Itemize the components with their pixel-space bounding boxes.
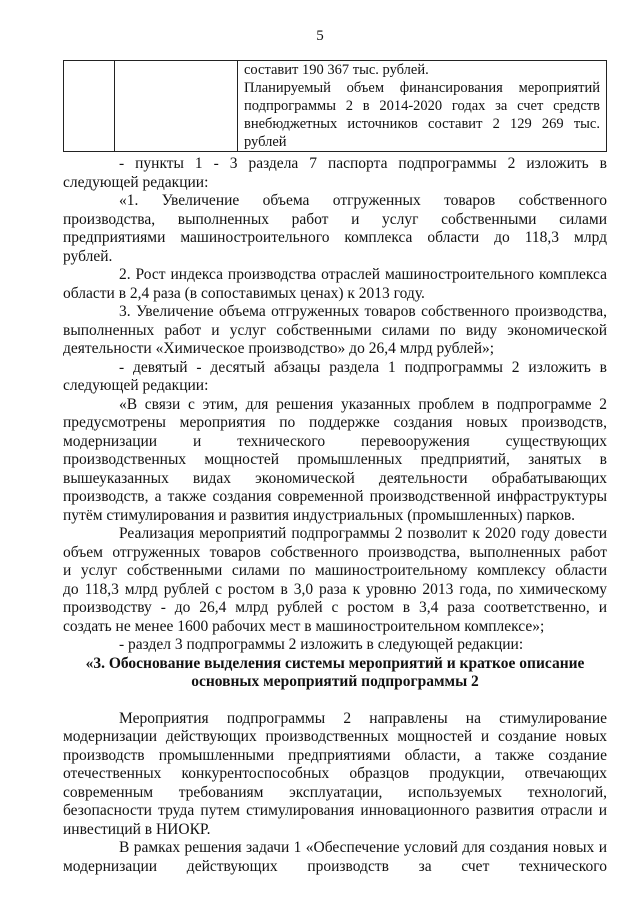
section-heading-line: основных мероприятий подпрограммы 2 bbox=[191, 673, 479, 690]
text-line: современным требованиям эксплуатации, используемых технологий, bbox=[63, 783, 607, 801]
text-line: выполненных работ и услуг собственными силами по виду экономической bbox=[63, 321, 607, 339]
text-line: объем отгруженных товаров собственного производства, выполненных работ bbox=[63, 543, 607, 561]
table-cell-empty-1 bbox=[64, 61, 115, 152]
page-number: 5 bbox=[316, 28, 324, 44]
text-line: «В связи с этим, для решения указанных проблем в подпрограмме 2 bbox=[119, 395, 607, 413]
text-line: безопасности труда путем стимулирования инновационного развития отрасли и bbox=[63, 802, 607, 819]
cell-line: составит 190 367 тыс. рублей. bbox=[244, 62, 429, 78]
text-line: Мероприятия подпрограммы 2 направлены на стимулирование bbox=[119, 709, 607, 727]
text-line: путём стимулирования и развития индустриальных (промышленных) парков. bbox=[63, 506, 576, 524]
cell-line: подпрограммы 2 в 2014-2020 годах за счет средств bbox=[244, 98, 600, 114]
text-line: создать не менее 1600 рабочих мест в машиностроительном комплексе»; bbox=[63, 617, 545, 635]
section-heading-line: «3. Обоснование выделения системы мероприятий и краткое описание bbox=[85, 654, 585, 672]
text-line: производству - до 26,4 млрд рублей с ростом в 3,4 раза соответственно, и bbox=[63, 599, 607, 616]
text-line: следующей редакции: bbox=[63, 377, 209, 394]
text-line: производств промышленными предприятиями области, а также создание bbox=[63, 746, 607, 764]
text-line: модернизации действующих производств за счет технического bbox=[63, 857, 607, 875]
text-line: рублей. bbox=[63, 247, 113, 265]
text-line: до 118,3 млрд рублей с ростом в 3,0 раза к уровню 2013 года, по химическому bbox=[63, 580, 607, 598]
text-line: 3. Увеличение объема отгруженных товаров собственного производства, bbox=[119, 303, 607, 320]
text-line: вышеуказанных видах экономической деятельности обрабатывающих bbox=[63, 469, 607, 487]
text-line: отечественных конкурентоспособных образцов продукции, отвечающих bbox=[63, 765, 607, 782]
cell-line: внебюджетных источников составит 2 129 269 тыс. bbox=[244, 116, 600, 132]
text-line: предусмотрены мероприятия по поддержке создания новых производств, bbox=[63, 414, 607, 431]
text-line: производственных мощностей промышленных предприятий, занятых в bbox=[63, 451, 607, 468]
text-line: модернизации действующих производственных мощностей и создание новых bbox=[63, 728, 607, 745]
table-cell-text bbox=[238, 61, 607, 152]
text-line: области в 2,4 раза (в сопоставимых ценах) к 2013 году. bbox=[63, 284, 425, 302]
text-line: и услуг собственными силами по машиностроительному комплексу области bbox=[63, 562, 607, 579]
text-line: 2. Рост индекса производства отраслей машиностроительного комплекса bbox=[119, 266, 607, 283]
text-line: предприятиями машиностроительного комплекса области до 118,3 млрд bbox=[63, 229, 607, 246]
text-line: производства, выполненных работ и услуг собственными силами bbox=[63, 210, 607, 228]
text-line: производств, а также создания современной производственной инфраструктуры bbox=[63, 488, 607, 505]
text-line: «1. Увеличение объема отгруженных товаров собственного bbox=[119, 192, 607, 209]
table-row bbox=[64, 61, 607, 152]
document-body bbox=[63, 155, 607, 876]
text-line: Реализация мероприятий подпрограммы 2 позволит к 2020 году довести bbox=[119, 525, 607, 542]
text-line: следующей редакции: bbox=[63, 173, 209, 191]
text-line: - раздел 3 подпрограммы 2 изложить в следующей редакции: bbox=[119, 636, 524, 653]
text-line: модернизации и технического перевооружения существующих bbox=[63, 432, 607, 450]
cell-line: рублей bbox=[244, 134, 287, 150]
table-cell-empty-2 bbox=[115, 61, 238, 152]
text-line: - пункты 1 - 3 раздела 7 паспорта подпрограммы 2 изложить в bbox=[119, 155, 607, 172]
text-line: В рамках решения задачи 1 «Обеспечение условий для создания новых и bbox=[119, 839, 607, 856]
text-line: инвестиций в НИОКР. bbox=[63, 820, 211, 838]
cell-line: Планируемый объем финансирования мероприятий bbox=[244, 80, 600, 96]
text-line: - девятый - десятый абзацы раздела 1 подпрограммы 2 изложить в bbox=[119, 358, 607, 376]
paragraph-gap bbox=[63, 692, 607, 710]
continuation-table bbox=[63, 60, 607, 152]
text-line: деятельности «Химическое производство» до 26,4 млрд рублей»; bbox=[63, 340, 495, 357]
